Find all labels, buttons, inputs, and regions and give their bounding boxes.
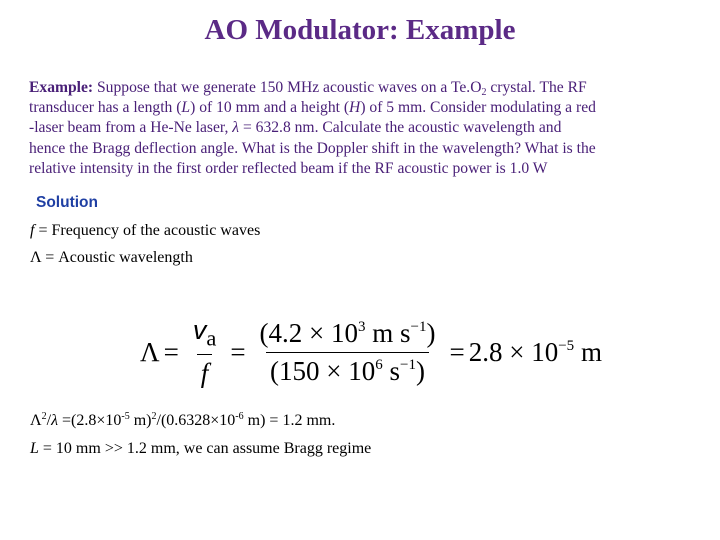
example-line-3 <box>29 118 693 138</box>
example-text-2: transducer has a length ( <box>29 99 182 117</box>
exponent: 6 <box>375 356 383 373</box>
example-line-2 <box>29 98 693 118</box>
result-unit: m <box>574 336 602 367</box>
example-line-5: relative intensity in the first order reflected beam if the RF acoustic power is 1.0 W <box>29 159 548 177</box>
fraction-numerator <box>189 315 221 354</box>
example-line-4: hence the Bragg deflection angle. What is the Doppler shift in the wavelength? What is the <box>29 139 596 157</box>
paren: ) <box>416 355 425 386</box>
example-text-2b: ) of 10 mm and a height ( <box>190 99 350 117</box>
exponent: 3 <box>358 318 366 335</box>
paren: ) <box>426 317 436 348</box>
definition-f-text: = Frequency of the acoustic waves <box>34 222 261 239</box>
symbol-f: f <box>30 222 35 239</box>
example-line-1 <box>29 78 693 98</box>
exponent: −5 <box>558 337 575 354</box>
symbol-L: L <box>30 440 39 457</box>
fraction-numerator <box>256 318 440 352</box>
equals-sign: = <box>230 336 246 367</box>
solution-heading: Solution <box>36 194 98 211</box>
exponent: 2 <box>41 411 47 422</box>
equals-sign: = <box>163 336 179 367</box>
ratio-text: /(0.6328×10 <box>156 412 236 429</box>
exponent: −1 <box>410 318 427 335</box>
symbol-capital-lambda: Λ <box>30 249 42 266</box>
symbol-lambda: λ <box>51 412 58 429</box>
ratio-text: m) = 1.2 mm. <box>243 412 336 429</box>
ratio-line <box>30 412 335 430</box>
denominator-part: (150 × 10 <box>270 355 376 386</box>
symbol-lambda: λ <box>232 119 240 137</box>
equation-result <box>469 337 602 368</box>
definition-lambda <box>30 249 193 267</box>
example-paragraph <box>29 78 693 179</box>
fraction-denominator <box>197 354 213 389</box>
acoustic-wavelength-equation <box>140 314 602 390</box>
exponent: -6 <box>235 411 244 422</box>
exponent: 2 <box>151 411 157 422</box>
result-value: 2.8 × 10 <box>468 336 559 367</box>
ratio-text: =(2.8×10 <box>58 412 122 429</box>
ratio-text: m) <box>129 412 152 429</box>
equals-sign: = <box>449 336 465 367</box>
denominator-unit: s <box>382 355 401 386</box>
slash: / <box>46 412 52 429</box>
example-text-1b: crystal. The RF <box>486 79 587 96</box>
exponent: −1 <box>400 356 416 373</box>
symbol-H: H <box>349 99 361 117</box>
numerator-unit: m s <box>365 317 411 348</box>
symbol-f: f <box>200 358 209 389</box>
symbol-capital-lambda: Λ <box>30 412 42 429</box>
subscript-a: a <box>206 325 217 351</box>
slide-title: AO Modulator: Example <box>204 14 516 46</box>
example-text-2c: ) of 5 mm. Consider modulating a red <box>360 99 596 117</box>
equation-lhs: Λ <box>140 336 160 367</box>
example-text-1: Suppose that we generate 150 MHz acoustic waves on a Te.O <box>93 79 482 96</box>
example-text-3: -laser beam from a He-Ne laser, <box>29 119 233 137</box>
regime-line <box>30 440 371 458</box>
regime-text: = 10 mm >> 1.2 mm, we can assume Bragg regime <box>38 440 372 457</box>
symbol-v: v <box>192 314 207 345</box>
definition-lambda-text: = Acoustic wavelength <box>41 249 193 266</box>
example-text-3b: = 632.8 nm. Calculate the acoustic wavelength and <box>239 119 562 137</box>
fraction-values <box>256 318 440 387</box>
fraction-va-over-f <box>189 315 221 389</box>
example-label: Example: <box>29 79 94 96</box>
definition-f <box>30 222 260 240</box>
fraction-denominator <box>266 352 429 387</box>
exponent: -5 <box>121 411 130 422</box>
numerator-part: (4.2 × 10 <box>259 317 359 348</box>
subscript: 2 <box>481 87 487 98</box>
symbol-L: L <box>181 99 191 117</box>
